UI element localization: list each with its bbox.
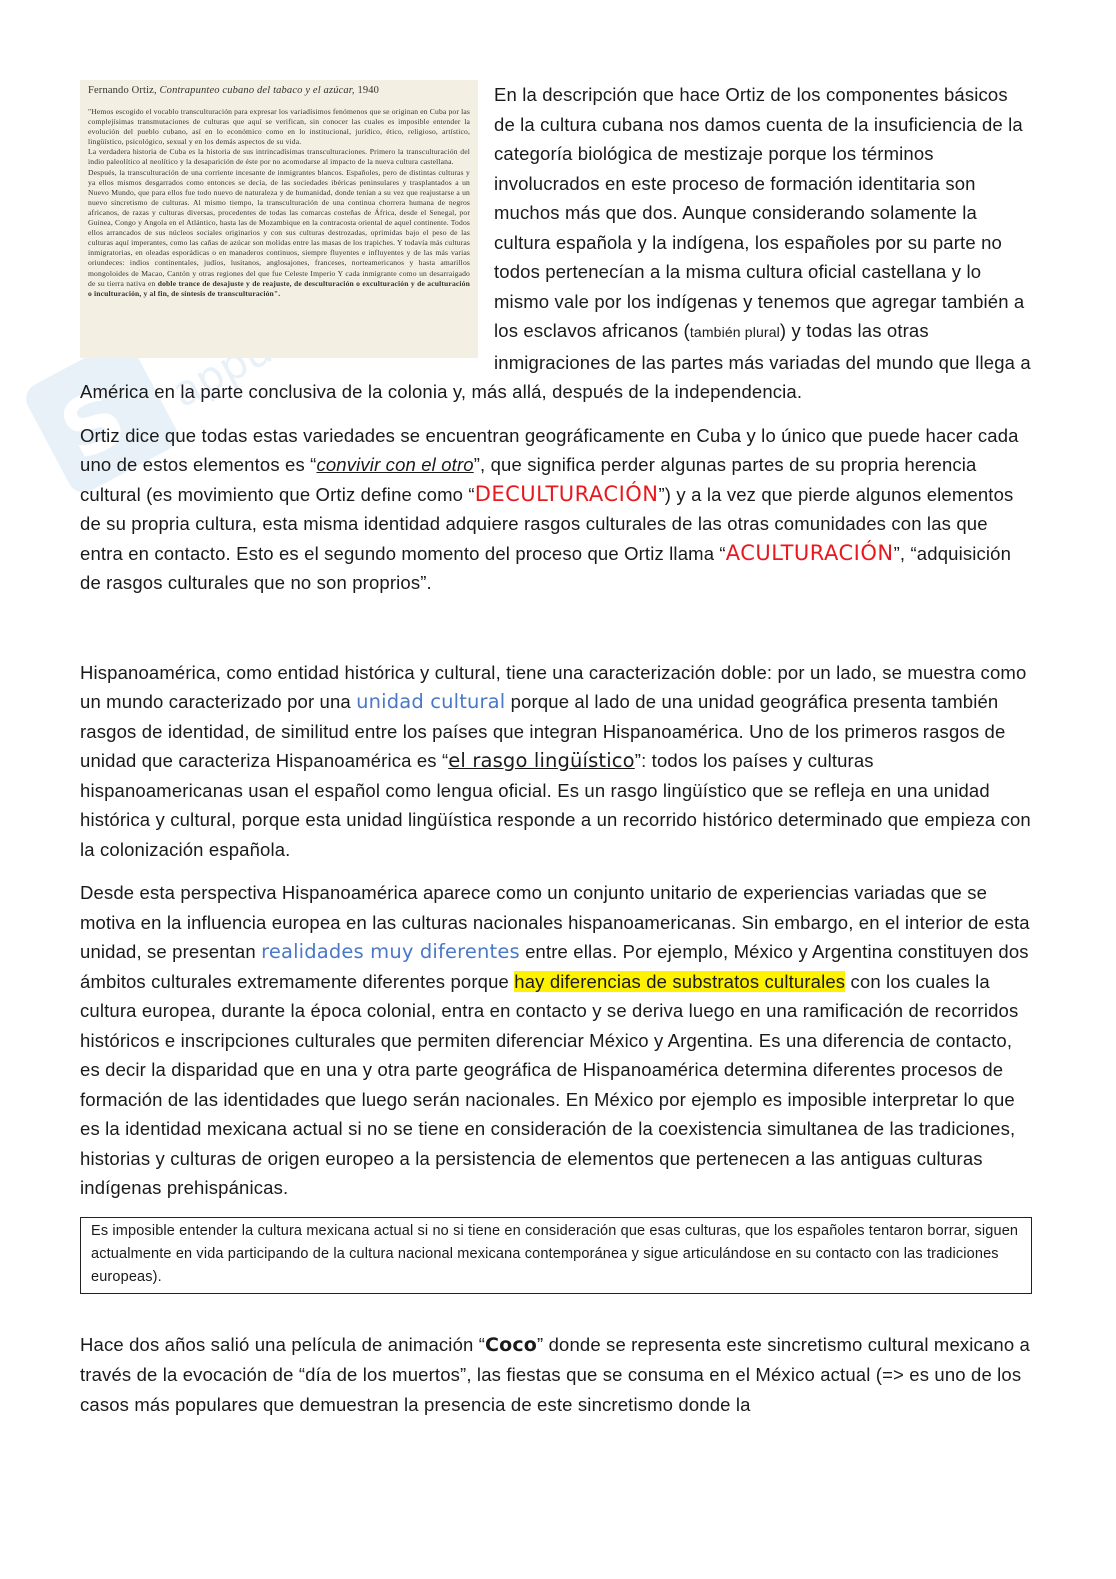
paragraph-ortiz-description: En la descripción que hace Ortiz de los componentes básicos de la cultura cubana nos damos cuenta de la insuficiencia de la categoría biológica de mestizaje porque los términos involucrados en este proceso de formación identitaria son muchos más que dos. Aunque considerando solamente la cultura española y la indígena, los españoles por su parte no todos pertenecían a la misma cultura oficial castellana y lo mismo vale por los indígenas y tenemos que agregar también a los esclavos africanos (también plural) y todas las otras inmigraciones de las partes más variadas del mundo que llega a América en la parte conclusiva de la colonia y, más allá, después de la independencia. xyxy=(80,84,1031,402)
paragraph-unidad-cultural: Hispanoamérica, como entidad histórica y cultural, tiene una caracterización doble: por un lado, se muestra como un mundo caracterizado por una unidad cultural porque al lado de una unidad geográfica presenta también rasgos de identidad, de similitud entre los países que integran Hispanoamérica. Uno de los primeros rasgos de unidad que caracteriza Hispanoamérica es “el rasgo lingüístico”: todos los países y culturas hispanoamericanas usan el español como lengua oficial. Es un rasgo lingüístico que se refleja en una unidad histórica y cultural, porque esta unidad lingüística responde a un recorrido histórico determinado que empieza con la colonización española. xyxy=(80,661,1031,860)
svg-text:S: S xyxy=(45,369,141,479)
quote-paragraph: "Hemos escogido el vocablo transculturación para expresar los variadísimos fenómenos que se originan en Cuba por las complejísimas transmutaciones de culturas que aquí se verifican, sin conocer las cuales es imposible entender la evolución del pueblo cubano, así en lo económico como en lo institucional, jurídico, ético, religioso, artístico, lingüístico, psicológico, sexual y en los demás aspectos de su vida. xyxy=(88,107,470,147)
keyword-coco: Coco xyxy=(485,1333,537,1356)
quote-paragraph: La verdadera historia de Cuba es la historia de sus intrincadísimas transculturaciones. Primero la transculturación del indio paleolítico al neolítico y la desaparición de éste por no acomodarse al impacto de la nueva cultura castellana. xyxy=(88,147,470,167)
quote-caption: Fernando Ortiz, Contrapunteo cubano del tabaco y el azúcar, 1940 xyxy=(88,85,380,96)
quote-text xyxy=(88,107,470,299)
keyword-deculturacion: DECULTURACIÓN xyxy=(474,481,659,506)
highlighted-text: hay diferencias de substratos culturales xyxy=(514,970,846,992)
keyword-unidad-cultural: unidad cultural xyxy=(356,690,506,713)
document-body xyxy=(80,80,1032,1433)
keyword-aculturacion: ACULTURACIÓN xyxy=(725,540,894,565)
convivir-link: convivir con el otro xyxy=(316,454,474,475)
keyword-realidades: realidades muy diferentes xyxy=(261,940,520,963)
boxed-note: Es imposible entender la cultura mexicana actual si no si tiene en consideración que esas culturas, que los españoles tentaron borrar, siguen actualmente en vida participando de la cultura nacional mexicana contemporánea y sigue articulándose en su contacto con las tradiciones europeas). xyxy=(80,1217,1032,1294)
quote-paragraph: Después, la transculturación de una corriente incesante de inmigrantes blancos. Españoles, pero de distintas culturas y ya ellos mismos desgarrados como entonces se decía, de las sociedades ibéricas peninsulares y trasplantados a un Nuevo Mundo, que para ellos fue todo nuevo de naturaleza y de humanidad, donde tenían a su vez que reajustarse a un nuevo sincretismo de culturas. Al mismo tiempo, la transculturación de una continua chorrera humana de negros africanos, de razas y culturas diversas, procedentes de todas las comarcas costeñas de África, desde el Senegal, por Guinea, Congo y Angola en el Atlántico, hasta las de Mozambique en la contracosta oriental de aquel continente. Todos ellos arrancados de sus núcleos sociales originarios y con sus culturas destrozadas, oprimidas bajo el peso de las culturas aquí imperantes, como las cañas de azúcar son molidas entre las masas de los trapiches. Y todavía más culturas inmigratorias, en oleadas esporádicas o en manaderos continuos, siempre fluyentes e influyentes y de las más varias oriundeces: indios continentales, judíos, lusitanos, anglosajones, franceses, norteamericanos y hasta amarillos mongoloides de Macao, Cantón y otras regiones del que fue Celeste Imperio Y cada inmigrante como un desarraigado de su tierra nativa en doble trance de desajuste y de reajuste, de desculturación o exculturación y de aculturación o inculturación, y al fin, de síntesis de transculturación". xyxy=(88,167,470,298)
ortiz-quote-image xyxy=(80,80,478,358)
paragraph-deculturacion: Ortiz dice que todas estas variedades se encuentran geográficamente en Cuba y lo único que puede hacer cada uno de estos elementos es “convivir con el otro”, que significa perder algunas partes de su propria herencia cultural (es movimiento que Ortiz define como “DECULTURACIÓN”) y a la vez que pierde algunos elementos de su propria cultura, esta misma identidad adquiere rasgos culturales de las otras comunidades con las que entra en contacto. Esto es el segundo momento del proceso que Ortiz llama “ACULTURACIÓN”, “adquisición de rasgos culturales que no son proprios”. xyxy=(80,424,1019,593)
paragraph-realidades: Desde esta perspectiva Hispanoamérica aparece como un conjunto unitario de experiencias variadas que se motiva en la influencia europea en las culturas nacionales hispanoamericanas. Sin embargo, en el interior de esta unidad, se presentan realidades muy diferentes entre ellas. Por ejemplo, México y Argentina constituyen dos ámbitos culturales extremamente diferentes porque hay diferencias de substratos culturales con los cuales la cultura europea, durante la época colonial, entra en contacto y se deriva luego en una ramificación de recorridos históricos e inscripciones culturales que permiten diferenciar México y Argentina. Es una diferencia de contacto, es decir la disparidad que en una y otra parte geográfica de Hispanoamérica determina diferentes procesos de formación de las identidades que luego serán nacionales. En México por ejemplo es imposible interpretar lo que es la identidad mexicana actual si no se tiene en consideración de la coexistencia simultanea de las tradiciones, historias y culturas de origen europeo a la persistencia de elementos que pertenecen a las antiguas culturas indígenas prehispánicas. xyxy=(80,882,1030,1198)
paragraph-coco: Hace dos años salió una película de animación “Coco” donde se representa este sincretismo cultural mexicano a través de la evocación de “día de los muertos”, las fiestas que se consuma en el México actual (=> es uno de los casos más populares que demuestran la presencia de este sincretismo donde la xyxy=(80,1333,1030,1415)
keyword-rasgo-linguistico: el rasgo lingüístico xyxy=(448,749,635,772)
